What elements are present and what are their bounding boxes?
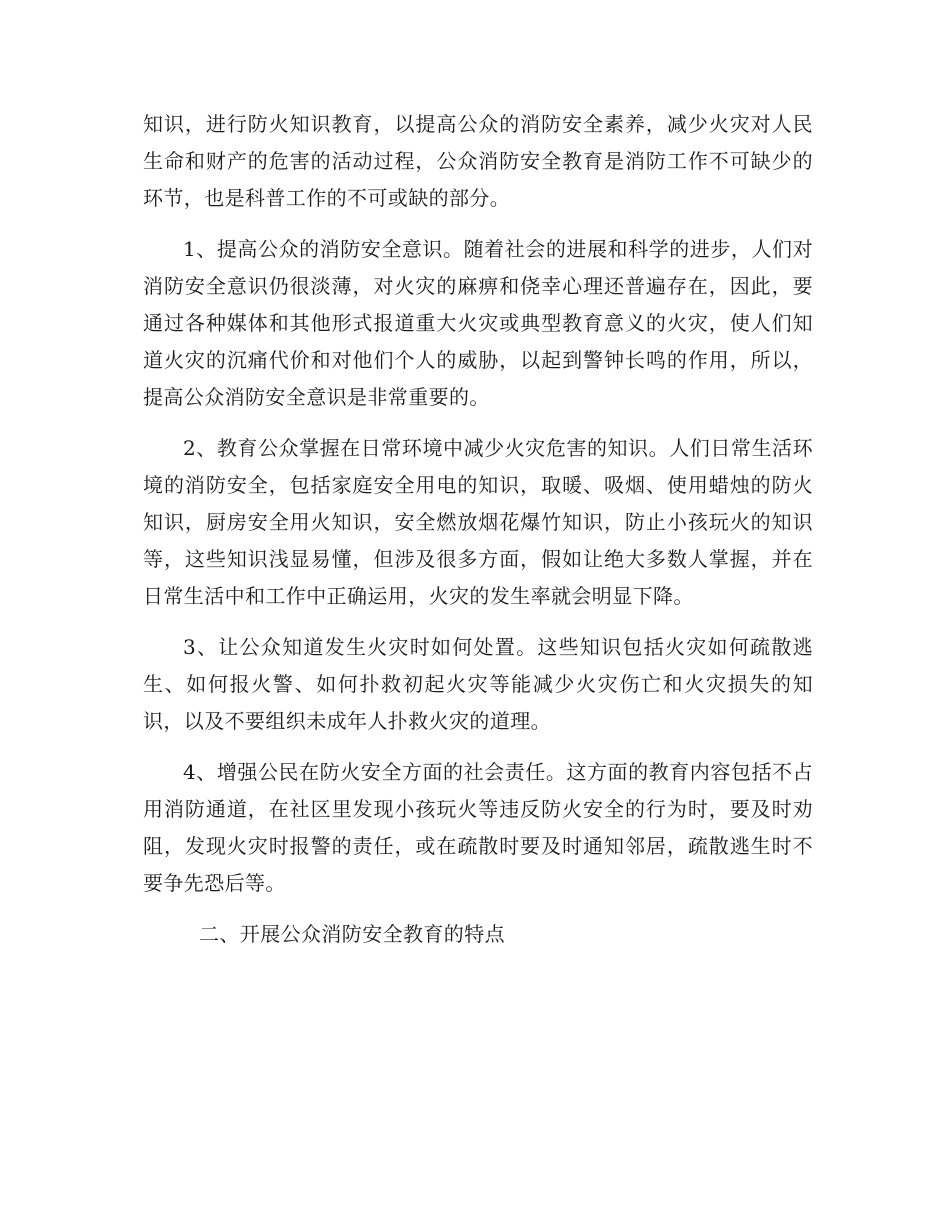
- paragraph-item-2: 2、教育公众掌握在日常环境中减少火灾危害的知识。人们日常生活环境的消防安全，包括家庭安全用电的知识，取暖、吸烟、使用蜡烛的防火知识，厨房安全用火知识，安全燃放烟花爆竹知识，防止小孩玩火的知识等，这些知识浅显易懂，但涉及很多方面，假如让绝大多数人掌握，并在日常生活中和工作中正确运用，火灾的发生率就会明显下降。: [143, 436, 813, 608]
- paragraph-intro-continuation: 知识，进行防火知识教育，以提高公众的消防安全素养，减少火灾对人民生命和财产的危害的活动过程，公众消防安全教育是消防工作不可缺少的环节，也是科普工作的不可或缺的部分。: [143, 112, 813, 210]
- paragraph-item-1: 1、提高公众的消防安全意识。随着社会的进展和科学的进步，人们对消防安全意识仍很淡薄，对火灾的麻痹和侥幸心理还普遍存在，因此，要通过各种媒体和其他形式报道重大火灾或典型教育意义的火灾，使人们知道火灾的沉痛代价和对他们个人的威胁，以起到警钟长鸣的作用，所以，提高公众消防安全意识是非常重要的。: [143, 237, 813, 409]
- section-heading: 二、开展公众消防安全教育的特点: [199, 922, 505, 946]
- document-body: [143, 106, 813, 953]
- paragraph-item-4: 4、增强公民在防火安全方面的社会责任。这方面的教育内容包括不占用消防通道，在社区里发现小孩玩火等违反防火安全的行为时，要及时劝阻，发现火灾时报警的责任，或在疏散时要及时通知邻居，疏散逃生时不要争先恐后等。: [143, 760, 813, 895]
- paragraph-item-3: 3、让公众知道发生火灾时如何处置。这些知识包括火灾如何疏散逃生、如何报火警、如何扑救初起火灾等能减少火灾伤亡和火灾损失的知识，以及不要组织未成年人扑救火灾的道理。: [143, 635, 813, 733]
